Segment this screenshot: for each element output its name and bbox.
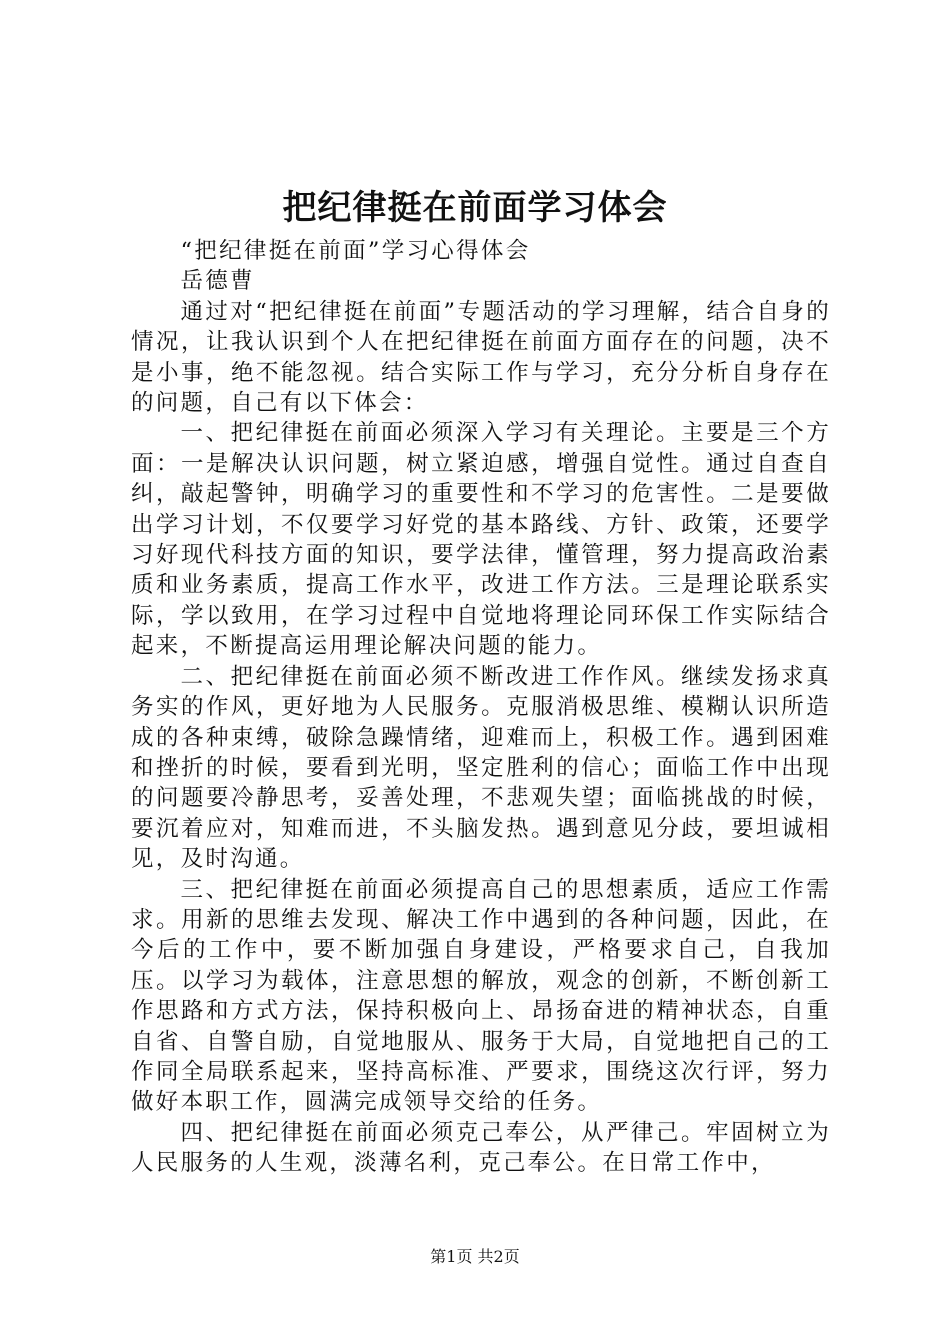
document-title: 把纪律挺在前面学习体会: [282, 188, 668, 228]
document-author: 岳德曹: [180, 268, 255, 295]
page-footer: [0, 1245, 950, 1269]
paragraph: 通过对“把纪律挺在前面”专题活动的学习理解，结合自身的情况，让我认识到个人在把纪律挺在前面方面存在的问题，决不是小事，绝不能忽视。结合实际工作与学习，充分分析自身存在的问题，自己有以下体会：: [131, 298, 831, 417]
document-body: [131, 236, 831, 1179]
paragraph: 三、把纪律挺在前面必须提高自己的思想素质，适应工作需求。用新的思维去发现、解决工作中遇到的各种问题，因此，在今后的工作中，要不断加强自身建设，严格要求自己，自我加压。以学习为载体，注意思想的解放，观念的创新，不断创新工作思路和方式方法，保持积极向上、昂扬奋进的精神状态，自重自省、自警自励，自觉地服从、服务于大局，自觉地把自己的工作同全局联系起来，坚持高标准、严要求，围绕这次行评，努力做好本职工作，圆满完成领导交给的任务。: [131, 876, 831, 1116]
paragraph: 一、把纪律挺在前面必须深入学习有关理论。主要是三个方面：一是解决认识问题，树立紧迫感，增强自觉性。通过自查自纠，敲起警钟，明确学习的重要性和不学习的危害性。二是要做出学习计划，不仅要学习好党的基本路线、方针、政策，还要学习好现代科技方面的知识，要学法律，懂管理，努力提高政治素质和业务素质，提高工作水平，改进工作方法。三是理论联系实际，学以致用，在学习过程中自觉地将理论同环保工作实际结合起来，不断提高运用理论解决问题的能力。: [131, 420, 831, 660]
paragraph: 二、把纪律挺在前面必须不断改进工作作风。继续发扬求真务实的作风，更好地为人民服务。克服消极思维、模糊认识所造成的各种束缚，破除急躁情绪，迎难而上，积极工作。遇到困难和挫折的时候，要看到光明，坚定胜利的信心；面临工作中出现的问题要冷静思考，妥善处理，不悲观失望；面临挑战的时候，要沉着应对，知难而进，不头脑发热。遇到意见分歧，要坦诚相见，及时沟通。: [131, 663, 831, 873]
document-subtitle: “把纪律挺在前面”学习心得体会: [180, 238, 531, 264]
paragraph: 四、把纪律挺在前面必须克己奉公，从严律己。牢固树立为人民服务的人生观，淡薄名利，克己奉公。在日常工作中，: [131, 1119, 831, 1177]
page-number: 第1页 共2页: [430, 1247, 520, 1266]
